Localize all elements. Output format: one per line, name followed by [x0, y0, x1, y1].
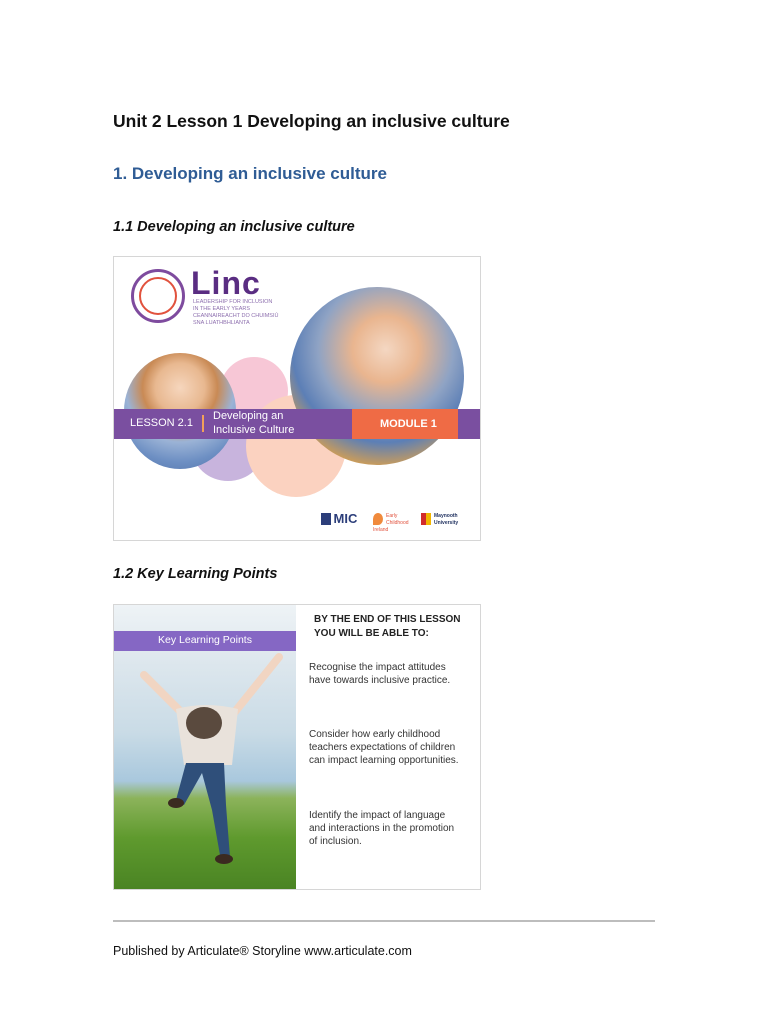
- subsection-heading-2: 1.2 Key Learning Points: [113, 566, 278, 582]
- page-title: Unit 2 Lesson 1 Developing an inclusive culture: [113, 111, 510, 131]
- learning-point-1: Recognise the impact attitudes have towards inclusive practice.: [309, 662, 451, 686]
- objectives-heading: BY THE END OF THIS LESSON YOU WILL BE ABLE TO:: [314, 614, 461, 639]
- footer-text: Published by Articulate® Storyline www.articulate.com: [113, 944, 412, 958]
- partner-logo-maynooth: Maynooth University: [421, 513, 465, 527]
- logo-tagline: LEADERSHIP FOR INCLUSION IN THE EARLY YEARS CEANNAIREACHT DO CHUIMSIÚ SNA LUATHBHLIANTA: [193, 299, 279, 326]
- partner-logo-eci: Early Childhood Ireland: [373, 513, 409, 533]
- band-divider: [202, 415, 204, 432]
- linc-logo-icon: [131, 269, 185, 323]
- section-heading: 1. Developing an inclusive culture: [113, 164, 387, 183]
- learning-point-3: Identify the impact of language and interactions in the promotion of inclusion.: [309, 810, 455, 847]
- footer-divider: [113, 920, 655, 922]
- mic-crest-icon: [321, 513, 331, 525]
- maynooth-crest-icon: [421, 513, 431, 525]
- eci-flame-icon: [373, 513, 383, 525]
- key-learning-label: Key Learning Points: [158, 634, 252, 646]
- learning-point-2: Consider how early childhood teachers expectations of children can impact learning opportunities.: [309, 729, 459, 766]
- lesson-label: LESSON 2.1: [130, 417, 193, 429]
- subsection-heading-1: 1.1 Developing an inclusive culture: [113, 219, 355, 235]
- slide-key-learning-points: [113, 604, 481, 890]
- logo-wordmark: Linc: [191, 265, 261, 301]
- partner-logo-mic: MIC: [321, 511, 357, 526]
- lesson-title: Developing an Inclusive Culture: [213, 410, 295, 436]
- module-label: MODULE 1: [380, 418, 437, 430]
- slide-lesson-title: [113, 256, 481, 541]
